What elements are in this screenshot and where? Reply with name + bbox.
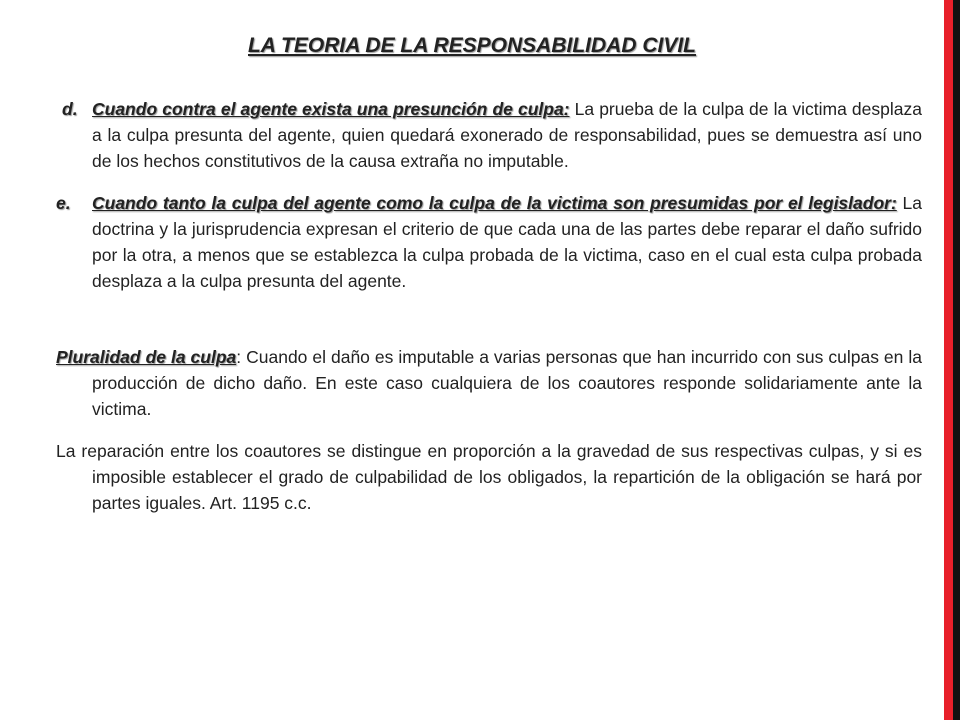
spacer [56,294,922,344]
list-item-e-text: La doctrina y la jurisprudencia expresan el criterio de que cada una de las partes debe reparar el daño sufrido por la otra, a menos que se establezca la culpa probada de la victima, caso en el cual esta culpa probada desplaza a la culpa presunta del agente. [92,193,922,291]
list-marker-e: e. [56,193,71,213]
plurality-lead: Pluralidad de la culpa [56,347,237,367]
list-item-d-text: La prueba de la culpa de la victima desplaza a la culpa presunta del agente, quien quedará exonerado de responsabilidad, pues se demuestra así uno de los hechos constitutivos de la causa extraña no imputable. [92,99,922,171]
spacer [56,174,922,190]
reparation-text: La reparación entre los coautores se distingue en proporción a la gravedad de sus respectivas culpas, y si es imposible establecer el grado de culpabilidad de los obligados, la repartición de la obligación se hará por partes iguales. Art. 1195 c.c. [56,441,922,513]
list-item-e-lead: Cuando tanto la culpa del agente como la culpa de la victima son presumidas por el legislador: [92,193,897,213]
list-item-e [56,190,922,294]
spacer [56,422,922,438]
accent-bar-red [944,0,953,720]
slide-body [56,96,922,516]
list-item-d [56,96,922,174]
slide-title: LA TEORIA DE LA RESPONSABILIDAD CIVIL [247,34,696,57]
plurality-paragraph [56,344,922,422]
list-item-d-lead: Cuando contra el agente exista una presunción de culpa: [92,99,570,119]
reparation-paragraph [56,438,922,516]
list-marker-d: d. [62,99,78,119]
accent-bar-black [953,0,960,720]
plurality-text: : Cuando el daño es imputable a varias personas que han incurrido con sus culpas en la producción de dicho daño. En este caso cualquiera de los coautores responde solidariamente ante la victima. [92,347,922,419]
